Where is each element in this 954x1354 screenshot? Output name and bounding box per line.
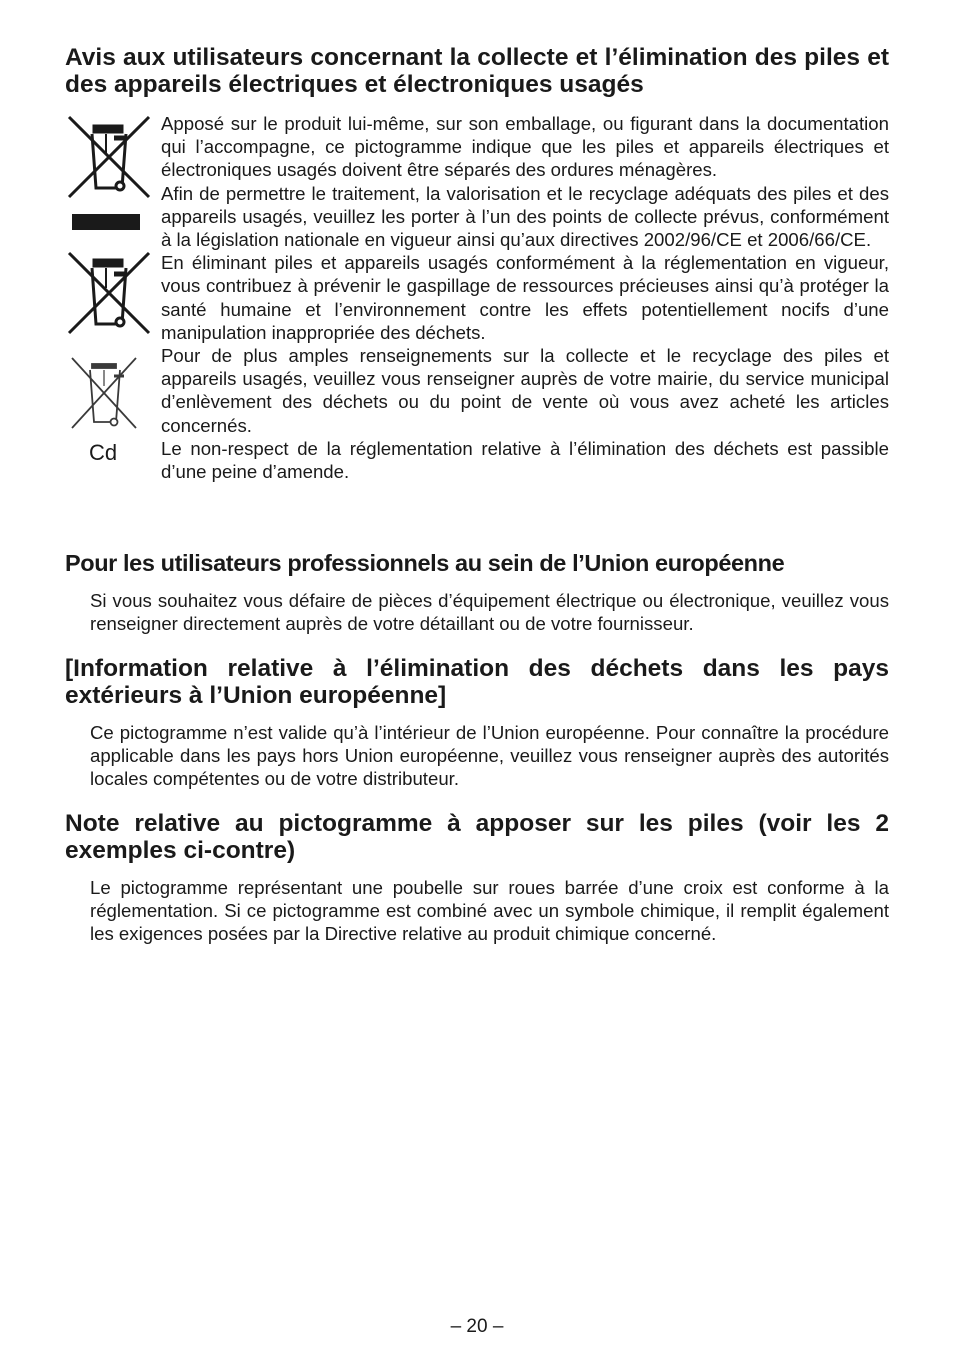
section-heading-battery-pictogram: Note relative au pictogramme à apposer sur les piles (voir les 2 exemples ci-contre) bbox=[65, 810, 889, 864]
crossed-bin-icon bbox=[66, 114, 152, 200]
paragraph: En éliminant piles et appareils usagés conformément à la réglementation en vigueur, vous contribuez à prévenir le gaspillage de ressources précieuses ainsi qu’à protéger la santé humaine et l’environnement contre les effets potentiellement nocifs d’une manipulation inappropriée des déchets. bbox=[161, 252, 889, 343]
paragraph: Pour de plus amples renseignements sur la collecte et le recyclage des piles et appareils usagés, veuillez vous renseigner auprès de votre mairie, du service municipal d’enlèvement des déchets ou du point de vente où vous avez acheté les articles concernés. bbox=[161, 345, 889, 436]
crossed-bin-cd-icon bbox=[70, 356, 140, 432]
disposal-notice-text bbox=[161, 112, 889, 483]
section-heading-disposal: Avis aux utilisateurs concernant la collecte et l’élimination des piles et des appareils électriques et électroniques usagés bbox=[65, 44, 889, 98]
paragraph: Le non-respect de la réglementation relative à l’élimination des déchets est passible d’une peine d’amende. bbox=[161, 437, 889, 483]
professional-users-text: Si vous souhaitez vous défaire de pièces d’équipement électrique ou électronique, veuillez vous renseigner directement auprès de votre détaillant ou de votre fournisseur. bbox=[90, 590, 889, 635]
battery-pictogram-text: Le pictogramme représentant une poubelle sur roues barrée d’une croix est conforme à la réglementation. Si ce pictogramme est combiné avec un symbole chimique, il remplit également les exigences posées par la Directive relative au produit chimique concerné. bbox=[90, 877, 889, 945]
paragraph: Apposé sur le produit lui-même, sur son emballage, ou figurant dans la documentation qui l’accompagne, ce pictogramme indique que les piles et appareils électriques et électroniques usagés doivent être séparés des ordures ménagères. bbox=[161, 113, 889, 181]
section-heading-outside-eu: [Information relative à l’élimination des déchets dans les pays extérieurs à l’Union européenne] bbox=[65, 655, 889, 709]
chemical-symbol-label: Cd bbox=[89, 440, 118, 465]
outside-eu-text: Ce pictogramme n’est valide qu’à l’intérieur de l’Union européenne. Pour connaître la procédure applicable dans les pays hors Union européenne, veuillez vous renseigner auprès des autorités locales compétentes ou de votre distributeur. bbox=[90, 722, 889, 790]
separator-bar bbox=[72, 214, 140, 230]
crossed-bin-icon bbox=[66, 250, 152, 336]
page-number: – 20 – bbox=[450, 1316, 504, 1337]
section-heading-professional-users: Pour les utilisateurs professionnels au sein de l’Union européenne bbox=[65, 550, 785, 576]
paragraph: Afin de permettre le traitement, la valorisation et le recyclage adéquats des piles et des appareils usagés, veuillez les porter à l’un des points de collecte prévus, conformément à la législation nationale en vigueur ainsi qu’aux directives 2002/96/CE et 2006/66/CE. bbox=[161, 182, 889, 251]
